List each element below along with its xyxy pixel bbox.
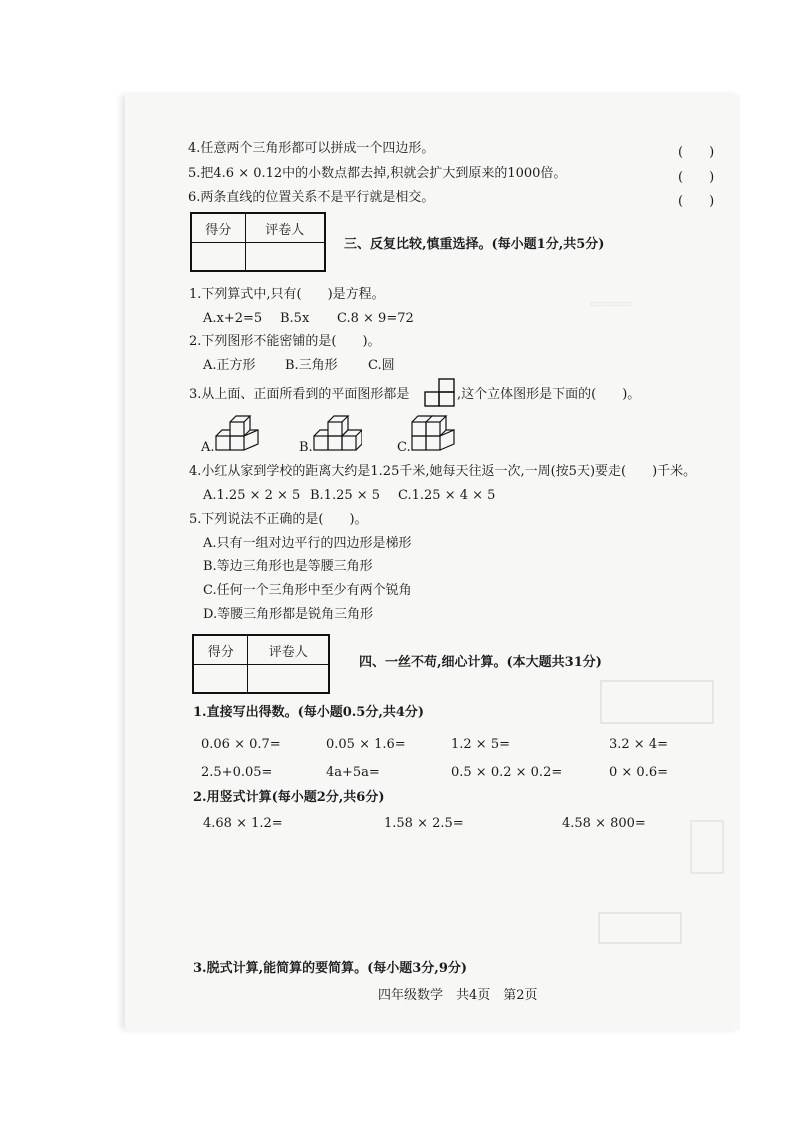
- page-footer: 四年级数学 共4页 第2页: [378, 988, 538, 1003]
- oral-calc-item[interactable]: 2.5+0.05=: [201, 765, 273, 780]
- judge-item-4: 4.任意两个三角形都可以拼成一个四边形。: [188, 141, 435, 156]
- score-label: 得分: [194, 636, 248, 665]
- section-3-title: 三、反复比较,慎重选择。(每小题1分,共5分): [344, 237, 605, 252]
- cube-shape-c-icon: [410, 410, 460, 454]
- bleed-through-mark: ▭▭▭▭: [590, 297, 632, 310]
- choice-q4-option-a[interactable]: A.1.25 × 2 × 5: [203, 488, 301, 503]
- bleed-through-mark: [598, 912, 682, 944]
- choice-q4-option-c[interactable]: C.1.25 × 4 × 5: [398, 488, 496, 503]
- judge-item-6: 6.两条直线的位置关系不是平行就是相交。: [188, 190, 435, 205]
- choice-q4-stem: 4.小红从家到学校的距离大约是1.25千米,她每天往返一次,一周(按5天)要走( )千米。: [189, 464, 697, 479]
- score-cell[interactable]: [192, 243, 246, 271]
- choice-q3-stem-before: 3.从上面、正面所看到的平面图形都是: [189, 387, 410, 402]
- choice-q2-option-a[interactable]: A.正方形: [203, 358, 256, 373]
- grader-cell[interactable]: [245, 243, 324, 271]
- choice-q4-option-b[interactable]: B.1.25 × 5: [310, 488, 381, 503]
- choice-q2-option-b[interactable]: B.三角形: [285, 358, 338, 373]
- choice-q2-option-c[interactable]: C.圆: [368, 358, 395, 373]
- choice-q1-stem: 1.下列算式中,只有( )是方程。: [189, 287, 385, 302]
- vertical-calc-item[interactable]: 4.58 × 800=: [562, 816, 646, 831]
- calc-part-3-title: 3.脱式计算,能简算的要简算。(每小题3分,9分): [193, 961, 468, 976]
- grader-label: 评卷人: [248, 636, 329, 665]
- choice-q5-option-b[interactable]: B.等边三角形也是等腰三角形: [203, 559, 373, 574]
- bleed-through-mark: [690, 820, 724, 874]
- score-box: [190, 212, 326, 272]
- oral-calc-item[interactable]: 0.05 × 1.6=: [326, 737, 406, 752]
- judge-item-5: 5.把4.6 × 0.12中的小数点都去掉,积就会扩大到原来的1000倍。: [188, 166, 567, 181]
- view-shape-icon: [424, 378, 456, 408]
- choice-q5-stem: 5.下列说法不正确的是( )。: [189, 512, 368, 527]
- vertical-calc-item[interactable]: 1.58 × 2.5=: [384, 816, 464, 831]
- score-cell[interactable]: [194, 665, 248, 693]
- choice-q3-option-a[interactable]: A.: [201, 440, 215, 455]
- score-label: 得分: [192, 214, 246, 243]
- oral-calc-item[interactable]: 0.06 × 0.7=: [201, 737, 281, 752]
- choice-q1-option-a[interactable]: A.x+2=5: [203, 311, 263, 326]
- grader-label: 评卷人: [245, 214, 324, 243]
- choice-q3-option-c[interactable]: C.: [397, 440, 411, 455]
- choice-q5-option-d[interactable]: D.等腰三角形都是锐角三角形: [203, 607, 374, 622]
- section-4-title: 四、一丝不苟,细心计算。(本大题共31分): [359, 655, 602, 670]
- oral-calc-item[interactable]: 3.2 × 4=: [609, 737, 668, 752]
- choice-q5-option-a[interactable]: A.只有一组对边平行的四边形是梯形: [203, 536, 412, 551]
- oral-calc-item[interactable]: 1.2 × 5=: [451, 737, 510, 752]
- vertical-calc-item[interactable]: 4.68 × 1.2=: [203, 816, 283, 831]
- choice-q3-stem-after: ,这个立体图形是下面的( )。: [457, 387, 641, 402]
- oral-calc-item[interactable]: 0.5 × 0.2 × 0.2=: [451, 765, 563, 780]
- cube-shape-b-icon: [312, 414, 362, 454]
- choice-q1-option-c[interactable]: C.8 × 9=72: [337, 311, 414, 326]
- oral-calc-item[interactable]: 0 × 0.6=: [609, 765, 668, 780]
- choice-q2-stem: 2.下列图形不能密铺的是( )。: [189, 334, 381, 349]
- choice-q1-option-b[interactable]: B.5x: [280, 311, 310, 326]
- calc-part-2-title: 2.用竖式计算(每小题2分,共6分): [193, 790, 385, 805]
- oral-calc-item[interactable]: 4a+5a=: [326, 765, 380, 780]
- bleed-through-mark: [600, 680, 714, 724]
- answer-paren-6[interactable]: ( ): [678, 194, 715, 209]
- score-box: [192, 634, 330, 694]
- choice-q3-option-b[interactable]: B.: [299, 440, 313, 455]
- cube-shape-a-icon: [214, 414, 262, 454]
- answer-paren-5[interactable]: ( ): [678, 170, 715, 185]
- answer-paren-4[interactable]: ( ): [678, 145, 715, 160]
- calc-part-1-title: 1.直接写出得数。(每小题0.5分,共4分): [193, 705, 425, 720]
- grader-cell[interactable]: [248, 665, 329, 693]
- choice-q5-option-c[interactable]: C.任何一个三角形中至少有两个锐角: [203, 583, 412, 598]
